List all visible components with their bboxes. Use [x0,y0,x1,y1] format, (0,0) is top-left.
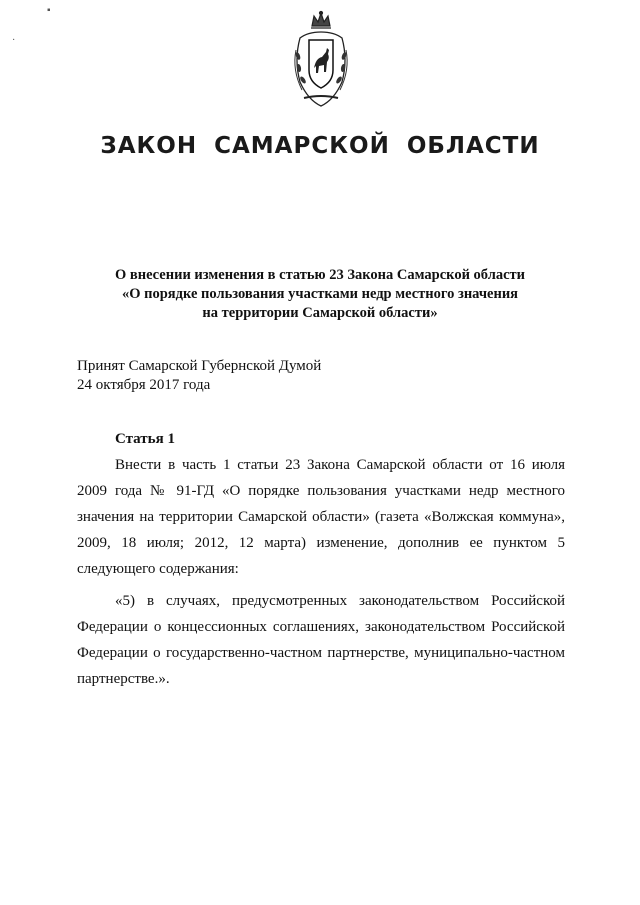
paragraph-line: Федерации о государственно-частном партнерстве, муниципально-частном [77,645,565,661]
adoption-date: 24 октября 2017 года [77,377,211,393]
paragraph-line: партнерстве.». [77,671,170,687]
paragraph-line: 2009 года № 91-ГД «О порядке пользования участками недр местного [77,483,565,499]
adoption-note [77,357,321,395]
paragraph-line: следующего содержания: [77,561,239,577]
article-paragraph [77,452,565,582]
paragraph-line: Федерации о концессионных соглашениях, законодательством Российской [77,619,565,635]
subject-line: О внесении изменения в статью 23 Закона Самарской области [114,267,525,283]
article-paragraph [77,588,565,692]
paragraph-line: «5) в случаях, предусмотренных законодательством Российской [115,593,565,609]
paragraph-line: Внести в часть 1 статьи 23 Закона Самарской области от 16 июля [115,457,565,473]
paragraph-line: значения на территории Самарской области» (газета «Волжская коммуна», [77,509,565,525]
scan-speck: ▪ [47,5,51,16]
subject-line: «О порядке пользования участками недр местного значения [121,286,519,302]
paragraph-line: 2009, 18 июля; 2012, 12 марта) изменение, дополнив ее пунктом 5 [77,535,565,551]
law-subject [80,266,560,323]
law-title: ЗАКОН САМАРСКОЙ ОБЛАСТИ [100,133,540,159]
samara-coat-of-arms-icon [290,10,352,110]
adoption-line: Принят Самарской Губернской Думой [77,358,322,374]
article-heading: Статья 1 [115,431,175,447]
scan-speck: · [12,35,16,46]
subject-line: на территории Самарской области» [202,305,438,321]
